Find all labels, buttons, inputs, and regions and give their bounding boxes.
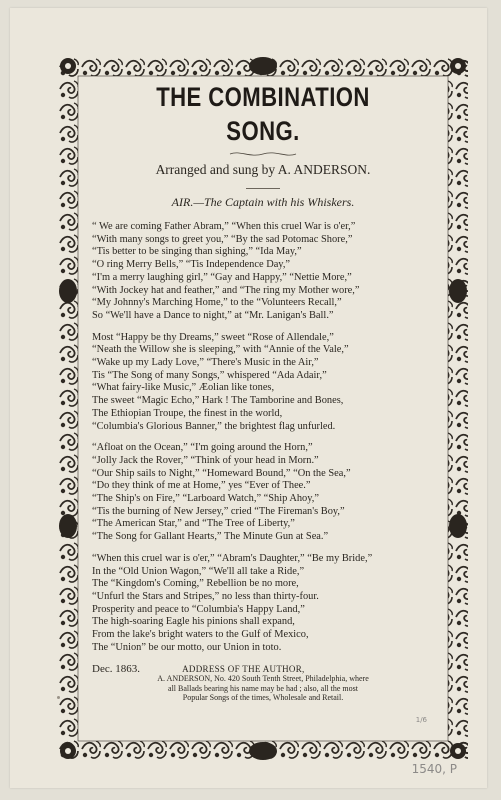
- verse-line: “O ring Merry Bells,” “Tis Independence Day,”: [92, 259, 291, 271]
- verse-line: Tis “The Song of many Songs,” whispered “Ada Adair,”: [92, 369, 327, 381]
- verse-line: The Ethiopian Troupe, the finest in the world,: [92, 407, 283, 419]
- stanza-2: [92, 332, 434, 434]
- verse-line: The high-soaring Eagle his pinions shall expand,: [92, 616, 295, 628]
- address-line-1: A. ANDERSON, No. 420 South Tenth Street, Philadelphia, where: [157, 674, 369, 684]
- verse-line: “Wake up my Lady Love,” “There's Music in the Air,”: [92, 357, 319, 369]
- arranged-by-line: Arranged and sung by A. ANDERSON.: [155, 162, 371, 177]
- verse-line: So “We'll have a Dance to night,” at “Mr. Lanigan's Ball.”: [92, 309, 334, 321]
- song-title: THE COMBINATION SONG.: [156, 82, 370, 146]
- verse-line: “ We are coming Father Abram,” “When this cruel War is o'er,”: [92, 221, 356, 232]
- verse-line: “The American Star,” and “The Tree of Liberty,”: [92, 518, 295, 530]
- verse-line: “Afloat on the Ocean,” “I'm going around the Horn,”: [92, 442, 313, 454]
- verse-line: “The Song for Gallant Hearts,” The Minute Gun at Sea.”: [92, 531, 329, 543]
- divider-rule: [246, 188, 280, 189]
- verse-line: “Tis better to be singing than sighing,” “Ida May,”: [92, 246, 302, 258]
- address-line-3: Popular Songs of the times, Wholesale and Retail.: [182, 693, 344, 703]
- verse-line: “Jolly Jack the Rover,” “Think of your head in Morn.”: [92, 454, 319, 466]
- verse-line: “With many songs to greet you,” “By the sad Potomac Shore,”: [92, 233, 353, 245]
- publication-date: Dec. 1863.: [92, 662, 140, 675]
- verse-line: “When this cruel war is o'er,” “Abram's Daughter,” “Be my Bride,”: [92, 552, 373, 564]
- air-line: AIR.—The Captain with his Whiskers.: [171, 195, 355, 209]
- verse-line: “What fairy-like Music,” Æolian like tones,: [92, 382, 275, 394]
- date-row: [92, 664, 434, 675]
- ink-speck: [57, 696, 60, 699]
- verse-line: “I'm a merry laughing girl,” “Gay and Happy,” “Nettie More,”: [92, 271, 352, 283]
- verse-line: “Columbia's Glorious Banner,” the brightest flag unfurled.: [92, 420, 336, 432]
- verse-line: In the “Old Union Wagon,” “We'll all take a Ride,”: [92, 565, 305, 577]
- pencil-catalog-number: 1540, P: [411, 762, 457, 776]
- verse-line: The “Kingdom's Coming,” Rebellion be no more,: [92, 578, 299, 590]
- address-heading: ADDRESS OF THE AUTHOR,: [182, 663, 305, 674]
- verse-line: “Our Ship sails to Night,” “Homeward Bound,” “On the Sea,”: [92, 467, 351, 479]
- verse-line: The “Union” be our motto, our Union in toto.: [92, 641, 282, 653]
- verse-line: “Unfurl the Stars and Stripes,” no less than thirty-four.: [92, 590, 319, 602]
- verse-line: “Tis the burning of New Jersey,” cried “The Fireman's Boy,”: [92, 505, 345, 517]
- verse-line: “Neath the Willow she is sleeping,” with “Annie of the Vale,”: [92, 344, 349, 356]
- stanza-4: [92, 553, 434, 655]
- author-address-footer: [92, 664, 434, 703]
- verse-line: “My Johnny's Marching Home,” to the “Volunteers Recall,”: [92, 297, 342, 309]
- stanza-1: [92, 221, 434, 323]
- stanza-3: [92, 442, 434, 544]
- verse-line: “With Jockey hat and feather,” and “The ring my Mother wore,”: [92, 284, 360, 296]
- title-flourish: [228, 150, 298, 158]
- verse-line: Prosperity and peace to “Columbia's Happy Land,”: [92, 603, 305, 615]
- verse-line: “Do they think of me at Home,” yes “Ever of Thee.”: [92, 480, 311, 492]
- song-content: [92, 80, 434, 703]
- verse-line: The sweet “Magic Echo,” Hark ! The Tamborine and Bones,: [92, 395, 344, 407]
- verse-line: “The Ship's on Fire,” “Larboard Watch,” “Ship Ahoy,”: [92, 493, 319, 505]
- verse-line: From the lake's bright waters to the Gulf of Mexico,: [92, 629, 309, 641]
- pencil-side-note: 1/6: [415, 716, 427, 724]
- address-line-2: all Ballads bearing his name may be had ; also, all the most: [168, 683, 358, 693]
- verse-line: Most “Happy be thy Dreams,” sweet “Rose of Allendale,”: [92, 331, 334, 343]
- broadside-sheet: [10, 8, 487, 788]
